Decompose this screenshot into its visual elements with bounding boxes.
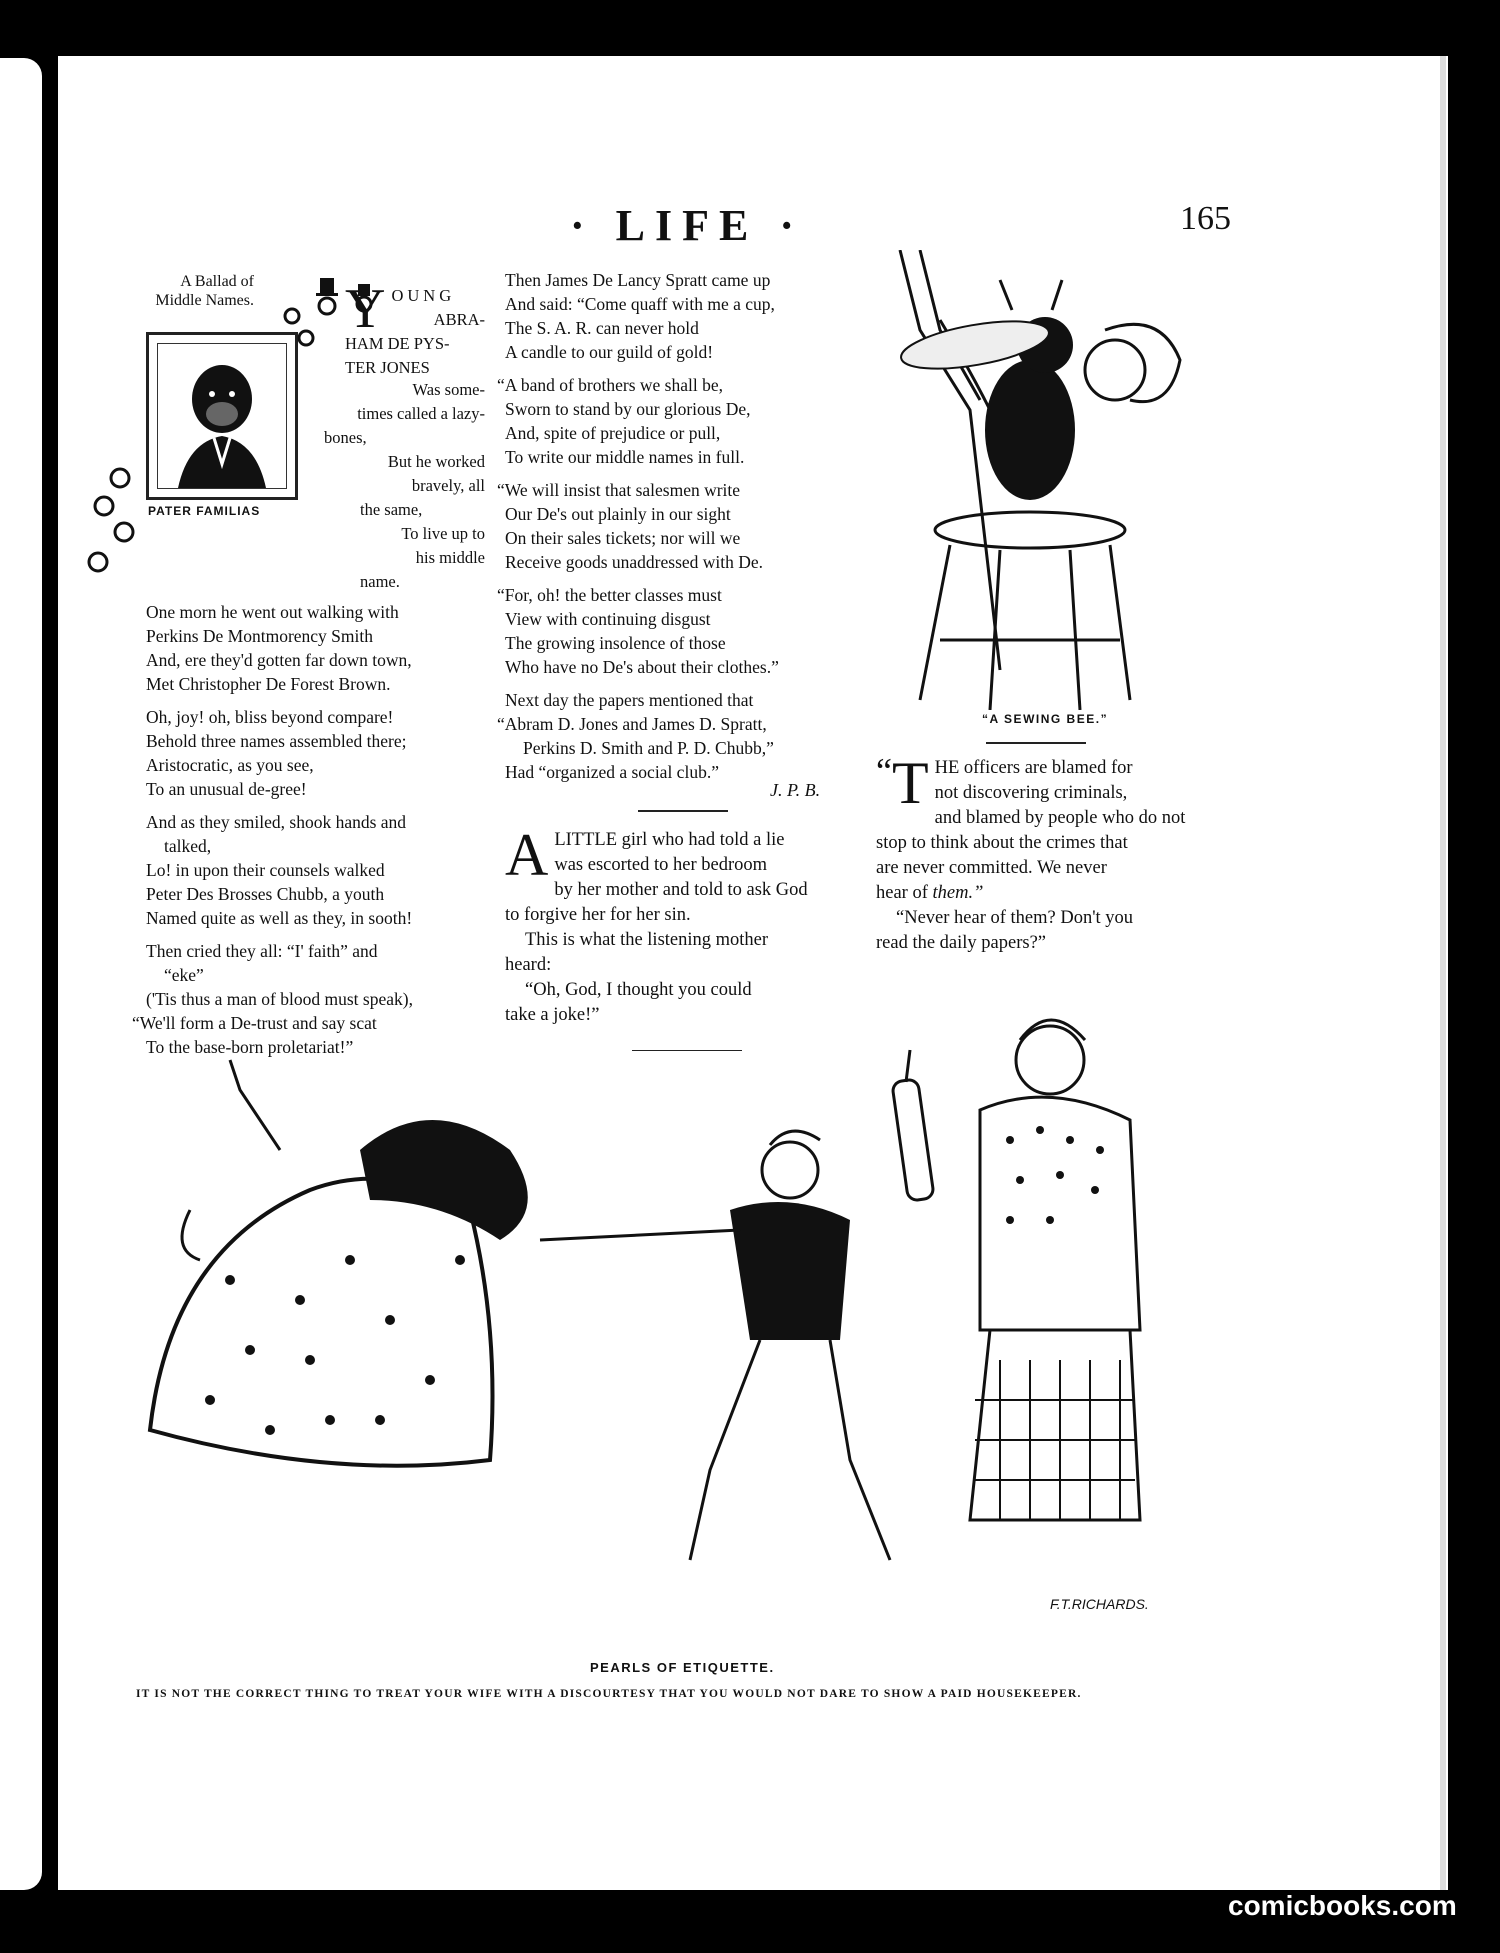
verse-line: Lo! in upon their counsels walked <box>146 860 385 880</box>
pearls-of-etiquette-cartoon <box>130 1000 1260 1650</box>
verse-line: One morn he went out walking with <box>146 602 399 622</box>
ballad-column-1 <box>132 600 486 1068</box>
cartoon-caption: IT IS NOT THE CORRECT THING TO TREAT YOUR WIFE WITH A DISCOURTESY THAT YOU WOULD NOT DARE TO SHOW A PAID HOUSEKEEPER. <box>136 1688 1082 1700</box>
husband-legs <box>690 1340 890 1560</box>
page-number: 165 <box>1180 200 1231 237</box>
ballad-signature: J. P. B. <box>770 780 821 800</box>
chair-seat <box>935 512 1125 548</box>
anecdote-line: and blamed by people who do not <box>934 808 1186 828</box>
opening-line: HAM DE PYS- <box>345 334 450 353</box>
anecdote-dropcap: A <box>505 822 549 888</box>
verse-line: And, spite of prejudice or pull, <box>505 423 721 443</box>
verse-line: Then James De Lancy Spratt came up <box>505 270 771 290</box>
verse-line: To the base-born proletariat!” <box>146 1037 354 1057</box>
anecdote-line <box>876 881 1231 906</box>
opening-line: name. <box>360 572 400 591</box>
stanza <box>497 583 855 679</box>
verse-line: “A band of brothers we shall be, <box>497 375 723 395</box>
officers-dropcap: T <box>891 750 929 816</box>
ribbon <box>182 1210 200 1260</box>
ballad-dropcap: Y <box>345 278 386 340</box>
small-faces-sketch <box>80 460 150 590</box>
verse-line: The growing insolence of those <box>505 633 726 653</box>
verse-line: “We'll form a De-trust and say scat <box>132 1013 377 1033</box>
verse-line: Then cried they all: “I' faith” and <box>146 941 378 961</box>
verse-line: Behold three names assembled there; <box>146 731 407 751</box>
sewing-bee-illustration <box>880 250 1220 710</box>
opening-line: But he worked <box>387 452 485 471</box>
opening-line: bravely, all <box>411 476 485 495</box>
verse-line: Met Christopher De Forest Brown. <box>146 674 391 694</box>
wife-figure <box>150 1060 528 1466</box>
anecdote-line: to forgive her for her sin. <box>505 905 691 925</box>
divider-rule <box>638 810 728 812</box>
housekeeper-figure <box>892 1020 1140 1520</box>
sewing-bee-caption: “A SEWING BEE.” <box>982 712 1109 726</box>
little-girl-anecdote <box>505 822 860 1028</box>
verse-line: On their sales tickets; nor will we <box>505 528 741 548</box>
portrait-inner-frame <box>157 343 287 489</box>
watermark: comicbooks.com <box>1228 1890 1457 1921</box>
bee-body <box>985 360 1075 500</box>
verse-line: “We will insist that salesmen write <box>497 480 741 500</box>
anecdote-line: “Never hear of them? Don't you <box>896 908 1134 928</box>
sewing-hoop <box>1085 340 1145 400</box>
verse-line: ('Tis thus a man of blood must speak), <box>146 989 413 1009</box>
masthead: · LIFE · <box>570 201 805 250</box>
stanza <box>505 268 855 364</box>
husband-head <box>762 1142 818 1198</box>
stanza <box>497 373 855 469</box>
chimp-eye-left <box>209 391 215 397</box>
opening-line: his middle <box>415 548 485 567</box>
stanza <box>497 688 855 784</box>
verse-line: talked, <box>164 836 212 856</box>
emphasis-them: them.” <box>932 883 984 903</box>
verse-line: Perkins D. Smith and P. D. Chubb,” <box>523 738 774 758</box>
opening-line: Was some- <box>412 380 485 399</box>
artist-signature: F.T.RICHARDS. <box>1050 1596 1149 1612</box>
verse-line: And said: “Come quaff with me a cup, <box>505 294 775 314</box>
rolling-pin <box>892 1079 934 1201</box>
chimp-eye-right <box>229 391 235 397</box>
opening-line: TER JONES <box>345 358 430 377</box>
ballad-title-line2: Middle Names. <box>155 292 254 309</box>
husband-arm <box>540 1230 740 1240</box>
anecdote-text: hear of <box>876 883 928 903</box>
verse-line: To an unusual de-gree! <box>146 779 307 799</box>
verse-line: To write our middle names in full. <box>505 447 745 467</box>
page-edge-shadow <box>1440 56 1446 1890</box>
stanza <box>146 810 486 930</box>
bee-antennae <box>1000 280 1062 310</box>
housekeeper-blouse <box>980 1097 1140 1330</box>
stanza <box>146 705 486 801</box>
verse-line: Receive goods unaddressed with De. <box>505 552 764 572</box>
cartoon-title: PEARLS OF ETIQUETTE. <box>590 1660 775 1675</box>
verse-line: Peter Des Brosses Chubb, a youth <box>146 884 385 904</box>
portrait-caption: PATER FAMILIAS <box>148 504 261 518</box>
ballad-title <box>124 272 254 310</box>
verse-line: And as they smiled, shook hands and <box>146 812 407 832</box>
officers-anecdote <box>876 750 1231 956</box>
stanza <box>497 478 855 574</box>
chair-legs <box>920 545 1130 710</box>
rolling-pin-handle <box>906 1050 910 1082</box>
divider-rule <box>986 742 1086 744</box>
wife-arm <box>230 1060 280 1150</box>
anecdote-line: are never committed. We never <box>876 858 1107 878</box>
verse-line: Perkins De Montmorency Smith <box>146 626 373 646</box>
opening-line: ABRA- <box>433 310 485 329</box>
ballad-opening <box>345 278 485 380</box>
chimp-portrait-illustration <box>158 344 286 488</box>
housekeeper-head <box>1016 1026 1084 1094</box>
chair-back-left <box>900 250 1000 670</box>
ballad-column-2 <box>497 268 855 793</box>
verse-line: “For, oh! the better classes must <box>497 585 722 605</box>
verse-line: Had “organized a social club.” <box>505 762 719 782</box>
verse-line: View with continuing disgust <box>505 609 711 629</box>
open-quote: “ <box>876 751 892 791</box>
verse-line: A candle to our guild of gold! <box>505 342 714 362</box>
verse-line: And, ere they'd gotten far down town, <box>146 650 412 670</box>
anecdote-line: by her mother and told to ask God <box>554 880 808 900</box>
opening-line: To live up to <box>401 524 485 543</box>
husband-vest <box>730 1202 850 1340</box>
verse-line: Named quite as well as they, in sooth! <box>146 908 413 928</box>
anecdote-line: heard: <box>505 955 552 975</box>
verse-line: Our De's out plainly in our sight <box>505 504 731 524</box>
verse-line: Aristocratic, as you see, <box>146 755 314 775</box>
opening-line: OUNG <box>391 286 456 305</box>
verse-line: “Abram D. Jones and James D. Spratt, <box>497 714 767 734</box>
chimp-muzzle <box>206 402 238 426</box>
verse-line: Next day the papers mentioned that <box>505 690 754 710</box>
verse-line: Who have no De's about their clothes.” <box>505 657 779 677</box>
anecdote-line: read the daily papers?” <box>876 933 1047 953</box>
opening-line: bones, <box>324 428 367 447</box>
verse-line: Sworn to stand by our glorious De, <box>505 399 751 419</box>
stanza <box>146 600 486 696</box>
anecdote-line: not discovering criminals, <box>934 783 1128 803</box>
verse-line: “eke” <box>164 965 204 985</box>
verse-line: The S. A. R. can never hold <box>505 318 699 338</box>
ballad-opening-continued <box>300 378 485 594</box>
anecdote-line: LITTLE girl who had told a lie <box>554 830 785 850</box>
anecdote-line: This is what the listening mother <box>525 930 769 950</box>
anecdote-line: was escorted to her bedroom <box>554 855 768 875</box>
housekeeper-skirt <box>970 1330 1140 1520</box>
opening-line: the same, <box>360 500 423 519</box>
ballad-title-line1: A Ballad of <box>180 273 254 290</box>
anecdote-line: stop to think about the crimes that <box>876 833 1128 853</box>
anecdote-line: take a joke!” <box>505 1005 600 1025</box>
anecdote-line: HE officers are blamed for <box>934 758 1133 778</box>
husband-figure <box>540 1131 890 1560</box>
wife-dress <box>150 1179 493 1466</box>
verse-line: Oh, joy! oh, bliss beyond compare! <box>146 707 394 727</box>
previous-page-edge <box>0 58 42 1890</box>
opening-line: times called a lazy- <box>357 404 485 423</box>
anecdote-line: “Oh, God, I thought you could <box>525 980 752 1000</box>
